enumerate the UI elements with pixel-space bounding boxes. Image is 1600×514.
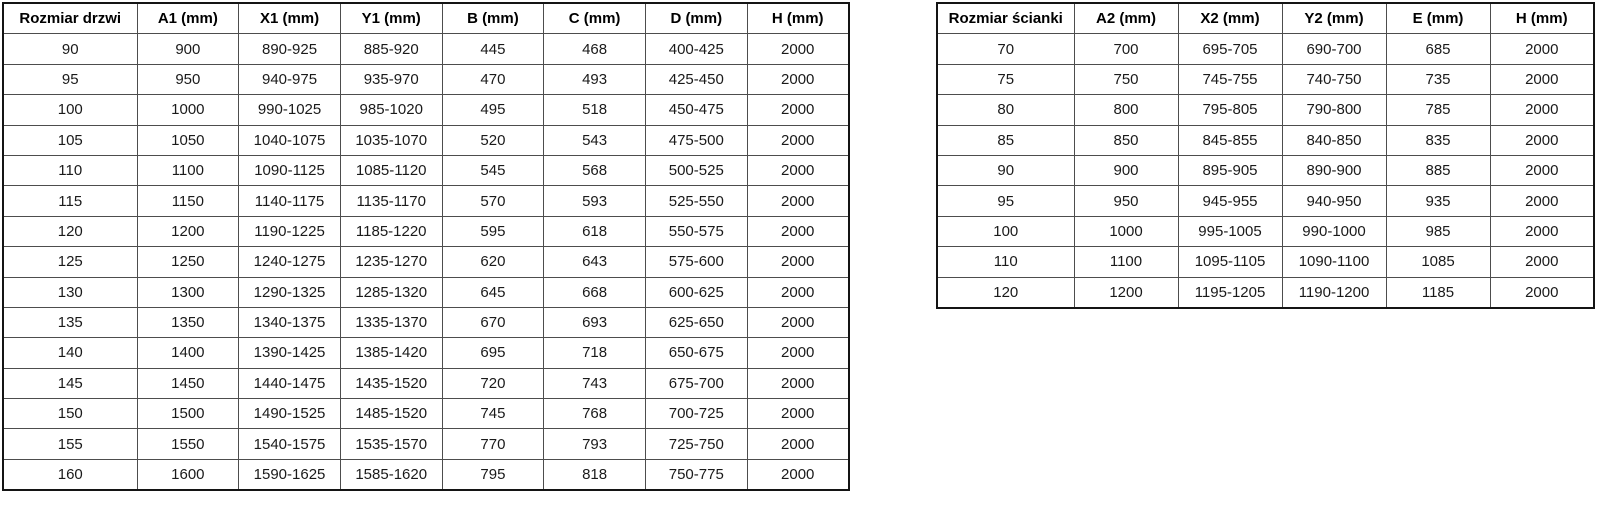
table-cell: 725-750 bbox=[645, 429, 747, 459]
table-cell: 675-700 bbox=[645, 368, 747, 398]
table-cell: 1135-1170 bbox=[340, 186, 442, 216]
table-cell: 2000 bbox=[1490, 125, 1594, 155]
table-cell: 643 bbox=[544, 247, 646, 277]
table-cell: 895-905 bbox=[1178, 155, 1282, 185]
table-cell: 1090-1125 bbox=[239, 155, 341, 185]
table-row bbox=[3, 429, 849, 459]
table-cell: 160 bbox=[3, 459, 137, 490]
table-row bbox=[3, 247, 849, 277]
table-cell: 95 bbox=[937, 186, 1074, 216]
table-cell: 568 bbox=[544, 155, 646, 185]
table-row bbox=[937, 216, 1594, 246]
table-cell: 1340-1375 bbox=[239, 307, 341, 337]
table-row bbox=[3, 64, 849, 94]
table-cell: 1540-1575 bbox=[239, 429, 341, 459]
table-cell: 1085-1120 bbox=[340, 155, 442, 185]
table-cell: 1290-1325 bbox=[239, 277, 341, 307]
table-cell: 105 bbox=[3, 125, 137, 155]
table-cell: 618 bbox=[544, 216, 646, 246]
table-cell: 70 bbox=[937, 34, 1074, 64]
table-cell: 545 bbox=[442, 155, 544, 185]
table-cell: 543 bbox=[544, 125, 646, 155]
table-cell: 1285-1320 bbox=[340, 277, 442, 307]
table-cell: 593 bbox=[544, 186, 646, 216]
table-row bbox=[3, 277, 849, 307]
table-cell: 995-1005 bbox=[1178, 216, 1282, 246]
table-cell: 990-1025 bbox=[239, 95, 341, 125]
table-cell: 720 bbox=[442, 368, 544, 398]
table-cell: 1550 bbox=[137, 429, 239, 459]
table-cell: 670 bbox=[442, 307, 544, 337]
table-cell: 740-750 bbox=[1282, 64, 1386, 94]
table-cell: 950 bbox=[137, 64, 239, 94]
table-cell: 1400 bbox=[137, 338, 239, 368]
table-row bbox=[3, 459, 849, 490]
table-cell: 768 bbox=[544, 399, 646, 429]
table-cell: 2000 bbox=[747, 247, 849, 277]
table-cell: 950 bbox=[1074, 186, 1178, 216]
table-cell: 850 bbox=[1074, 125, 1178, 155]
table-cell: 1300 bbox=[137, 277, 239, 307]
table-cell: 1150 bbox=[137, 186, 239, 216]
table-cell: 1350 bbox=[137, 307, 239, 337]
table-cell: 2000 bbox=[747, 216, 849, 246]
table-cell: 695-705 bbox=[1178, 34, 1282, 64]
table-cell: 743 bbox=[544, 368, 646, 398]
table-cell: 650-675 bbox=[645, 338, 747, 368]
table-cell: 2000 bbox=[1490, 155, 1594, 185]
table-cell: 693 bbox=[544, 307, 646, 337]
table-row bbox=[937, 155, 1594, 185]
table-cell: 935-970 bbox=[340, 64, 442, 94]
table-row bbox=[3, 186, 849, 216]
table-cell: 2000 bbox=[1490, 34, 1594, 64]
table-cell: 1185-1220 bbox=[340, 216, 442, 246]
table-cell: 735 bbox=[1386, 64, 1490, 94]
table-cell: 95 bbox=[3, 64, 137, 94]
table-cell: 2000 bbox=[747, 34, 849, 64]
table-cell: 2000 bbox=[747, 429, 849, 459]
door-table-header-row bbox=[3, 3, 849, 34]
table-cell: 1240-1275 bbox=[239, 247, 341, 277]
table-cell: 785 bbox=[1386, 95, 1490, 125]
table-cell: 1185 bbox=[1386, 277, 1490, 308]
table-cell: 150 bbox=[3, 399, 137, 429]
table-cell: 100 bbox=[3, 95, 137, 125]
table-cell: 1250 bbox=[137, 247, 239, 277]
table-row bbox=[3, 34, 849, 64]
table-cell: 645 bbox=[442, 277, 544, 307]
table-cell: 475-500 bbox=[645, 125, 747, 155]
table-cell: 890-925 bbox=[239, 34, 341, 64]
wall-table-header-row bbox=[937, 3, 1594, 34]
table-row bbox=[937, 277, 1594, 308]
column-header: A2 (mm) bbox=[1074, 3, 1178, 34]
table-cell: 400-425 bbox=[645, 34, 747, 64]
table-cell: 90 bbox=[937, 155, 1074, 185]
table-cell: 1385-1420 bbox=[340, 338, 442, 368]
table-cell: 525-550 bbox=[645, 186, 747, 216]
table-cell: 115 bbox=[3, 186, 137, 216]
table-cell: 1095-1105 bbox=[1178, 247, 1282, 277]
table-cell: 2000 bbox=[1490, 277, 1594, 308]
table-cell: 885-920 bbox=[340, 34, 442, 64]
column-header: E (mm) bbox=[1386, 3, 1490, 34]
table-cell: 990-1000 bbox=[1282, 216, 1386, 246]
table-cell: 120 bbox=[937, 277, 1074, 308]
table-cell: 2000 bbox=[1490, 64, 1594, 94]
column-header: X2 (mm) bbox=[1178, 3, 1282, 34]
table-cell: 1535-1570 bbox=[340, 429, 442, 459]
table-cell: 518 bbox=[544, 95, 646, 125]
table-cell: 840-850 bbox=[1282, 125, 1386, 155]
table-cell: 2000 bbox=[1490, 247, 1594, 277]
table-cell: 800 bbox=[1074, 95, 1178, 125]
table-cell: 2000 bbox=[747, 186, 849, 216]
table-cell: 2000 bbox=[747, 125, 849, 155]
table-cell: 1000 bbox=[1074, 216, 1178, 246]
column-header: D (mm) bbox=[645, 3, 747, 34]
table-cell: 470 bbox=[442, 64, 544, 94]
table-cell: 90 bbox=[3, 34, 137, 64]
table-cell: 690-700 bbox=[1282, 34, 1386, 64]
table-cell: 935 bbox=[1386, 186, 1490, 216]
door-sizes-table bbox=[2, 2, 850, 491]
table-cell: 135 bbox=[3, 307, 137, 337]
table-cell: 110 bbox=[937, 247, 1074, 277]
column-header: Y2 (mm) bbox=[1282, 3, 1386, 34]
table-row bbox=[3, 95, 849, 125]
table-cell: 890-900 bbox=[1282, 155, 1386, 185]
table-cell: 940-975 bbox=[239, 64, 341, 94]
table-cell: 1140-1175 bbox=[239, 186, 341, 216]
table-cell: 685 bbox=[1386, 34, 1490, 64]
table-row bbox=[937, 64, 1594, 94]
table-cell: 1490-1525 bbox=[239, 399, 341, 429]
table-cell: 885 bbox=[1386, 155, 1490, 185]
table-cell: 985-1020 bbox=[340, 95, 442, 125]
table-cell: 75 bbox=[937, 64, 1074, 94]
table-cell: 2000 bbox=[747, 95, 849, 125]
table-cell: 900 bbox=[1074, 155, 1178, 185]
table-cell: 700-725 bbox=[645, 399, 747, 429]
table-cell: 818 bbox=[544, 459, 646, 490]
table-cell: 140 bbox=[3, 338, 137, 368]
table-row bbox=[937, 95, 1594, 125]
table-cell: 2000 bbox=[747, 64, 849, 94]
table-cell: 750-775 bbox=[645, 459, 747, 490]
table-row bbox=[3, 155, 849, 185]
column-header: Rozmiar drzwi bbox=[3, 3, 137, 34]
column-header: Y1 (mm) bbox=[340, 3, 442, 34]
table-cell: 1485-1520 bbox=[340, 399, 442, 429]
table-cell: 1200 bbox=[1074, 277, 1178, 308]
table-cell: 1435-1520 bbox=[340, 368, 442, 398]
table-cell: 745-755 bbox=[1178, 64, 1282, 94]
table-cell: 2000 bbox=[747, 155, 849, 185]
table-cell: 750 bbox=[1074, 64, 1178, 94]
table-cell: 745 bbox=[442, 399, 544, 429]
table-cell: 1000 bbox=[137, 95, 239, 125]
table-cell: 2000 bbox=[747, 338, 849, 368]
table-cell: 2000 bbox=[747, 277, 849, 307]
table-cell: 575-600 bbox=[645, 247, 747, 277]
table-cell: 1190-1200 bbox=[1282, 277, 1386, 308]
table-cell: 493 bbox=[544, 64, 646, 94]
table-cell: 1090-1100 bbox=[1282, 247, 1386, 277]
table-cell: 450-475 bbox=[645, 95, 747, 125]
table-cell: 550-575 bbox=[645, 216, 747, 246]
table-cell: 445 bbox=[442, 34, 544, 64]
table-cell: 1100 bbox=[137, 155, 239, 185]
table-cell: 790-800 bbox=[1282, 95, 1386, 125]
table-cell: 595 bbox=[442, 216, 544, 246]
table-cell: 125 bbox=[3, 247, 137, 277]
table-cell: 668 bbox=[544, 277, 646, 307]
table-cell: 793 bbox=[544, 429, 646, 459]
table-cell: 795 bbox=[442, 459, 544, 490]
table-cell: 570 bbox=[442, 186, 544, 216]
table-row bbox=[937, 125, 1594, 155]
table-cell: 2000 bbox=[747, 368, 849, 398]
table-cell: 770 bbox=[442, 429, 544, 459]
table-cell: 1100 bbox=[1074, 247, 1178, 277]
column-header: C (mm) bbox=[544, 3, 646, 34]
table-row bbox=[937, 186, 1594, 216]
table-cell: 468 bbox=[544, 34, 646, 64]
table-cell: 85 bbox=[937, 125, 1074, 155]
table-cell: 2000 bbox=[1490, 95, 1594, 125]
table-cell: 2000 bbox=[747, 307, 849, 337]
table-cell: 100 bbox=[937, 216, 1074, 246]
table-cell: 625-650 bbox=[645, 307, 747, 337]
table-cell: 945-955 bbox=[1178, 186, 1282, 216]
table-cell: 600-625 bbox=[645, 277, 747, 307]
table-cell: 110 bbox=[3, 155, 137, 185]
table-cell: 1190-1225 bbox=[239, 216, 341, 246]
table-cell: 1040-1075 bbox=[239, 125, 341, 155]
table-row bbox=[3, 307, 849, 337]
table-cell: 1335-1370 bbox=[340, 307, 442, 337]
table-cell: 495 bbox=[442, 95, 544, 125]
table-cell: 1050 bbox=[137, 125, 239, 155]
table-cell: 155 bbox=[3, 429, 137, 459]
column-header: B (mm) bbox=[442, 3, 544, 34]
table-cell: 985 bbox=[1386, 216, 1490, 246]
table-cell: 1500 bbox=[137, 399, 239, 429]
table-cell: 1235-1270 bbox=[340, 247, 442, 277]
column-header: H (mm) bbox=[1490, 3, 1594, 34]
table-cell: 940-950 bbox=[1282, 186, 1386, 216]
table-cell: 695 bbox=[442, 338, 544, 368]
table-row bbox=[3, 399, 849, 429]
table-cell: 1450 bbox=[137, 368, 239, 398]
table-row bbox=[3, 368, 849, 398]
table-cell: 500-525 bbox=[645, 155, 747, 185]
table-row bbox=[3, 338, 849, 368]
table-cell: 2000 bbox=[747, 399, 849, 429]
table-cell: 145 bbox=[3, 368, 137, 398]
table-cell: 2000 bbox=[1490, 186, 1594, 216]
table-cell: 1600 bbox=[137, 459, 239, 490]
table-cell: 845-855 bbox=[1178, 125, 1282, 155]
table-row bbox=[3, 125, 849, 155]
table-cell: 900 bbox=[137, 34, 239, 64]
table-row bbox=[3, 216, 849, 246]
table-cell: 120 bbox=[3, 216, 137, 246]
table-cell: 795-805 bbox=[1178, 95, 1282, 125]
column-header: Rozmiar ścianki bbox=[937, 3, 1074, 34]
table-cell: 80 bbox=[937, 95, 1074, 125]
table-cell: 425-450 bbox=[645, 64, 747, 94]
table-cell: 1035-1070 bbox=[340, 125, 442, 155]
wall-sizes-table bbox=[936, 2, 1595, 309]
table-cell: 1195-1205 bbox=[1178, 277, 1282, 308]
table-cell: 1590-1625 bbox=[239, 459, 341, 490]
table-cell: 1390-1425 bbox=[239, 338, 341, 368]
column-header: X1 (mm) bbox=[239, 3, 341, 34]
table-cell: 700 bbox=[1074, 34, 1178, 64]
table-cell: 835 bbox=[1386, 125, 1490, 155]
table-row bbox=[937, 247, 1594, 277]
table-cell: 718 bbox=[544, 338, 646, 368]
table-row bbox=[937, 34, 1594, 64]
table-cell: 1440-1475 bbox=[239, 368, 341, 398]
table-cell: 130 bbox=[3, 277, 137, 307]
table-cell: 520 bbox=[442, 125, 544, 155]
table-cell: 1085 bbox=[1386, 247, 1490, 277]
table-cell: 620 bbox=[442, 247, 544, 277]
table-cell: 1200 bbox=[137, 216, 239, 246]
table-cell: 1585-1620 bbox=[340, 459, 442, 490]
table-cell: 2000 bbox=[1490, 216, 1594, 246]
column-header: A1 (mm) bbox=[137, 3, 239, 34]
table-cell: 2000 bbox=[747, 459, 849, 490]
column-header: H (mm) bbox=[747, 3, 849, 34]
